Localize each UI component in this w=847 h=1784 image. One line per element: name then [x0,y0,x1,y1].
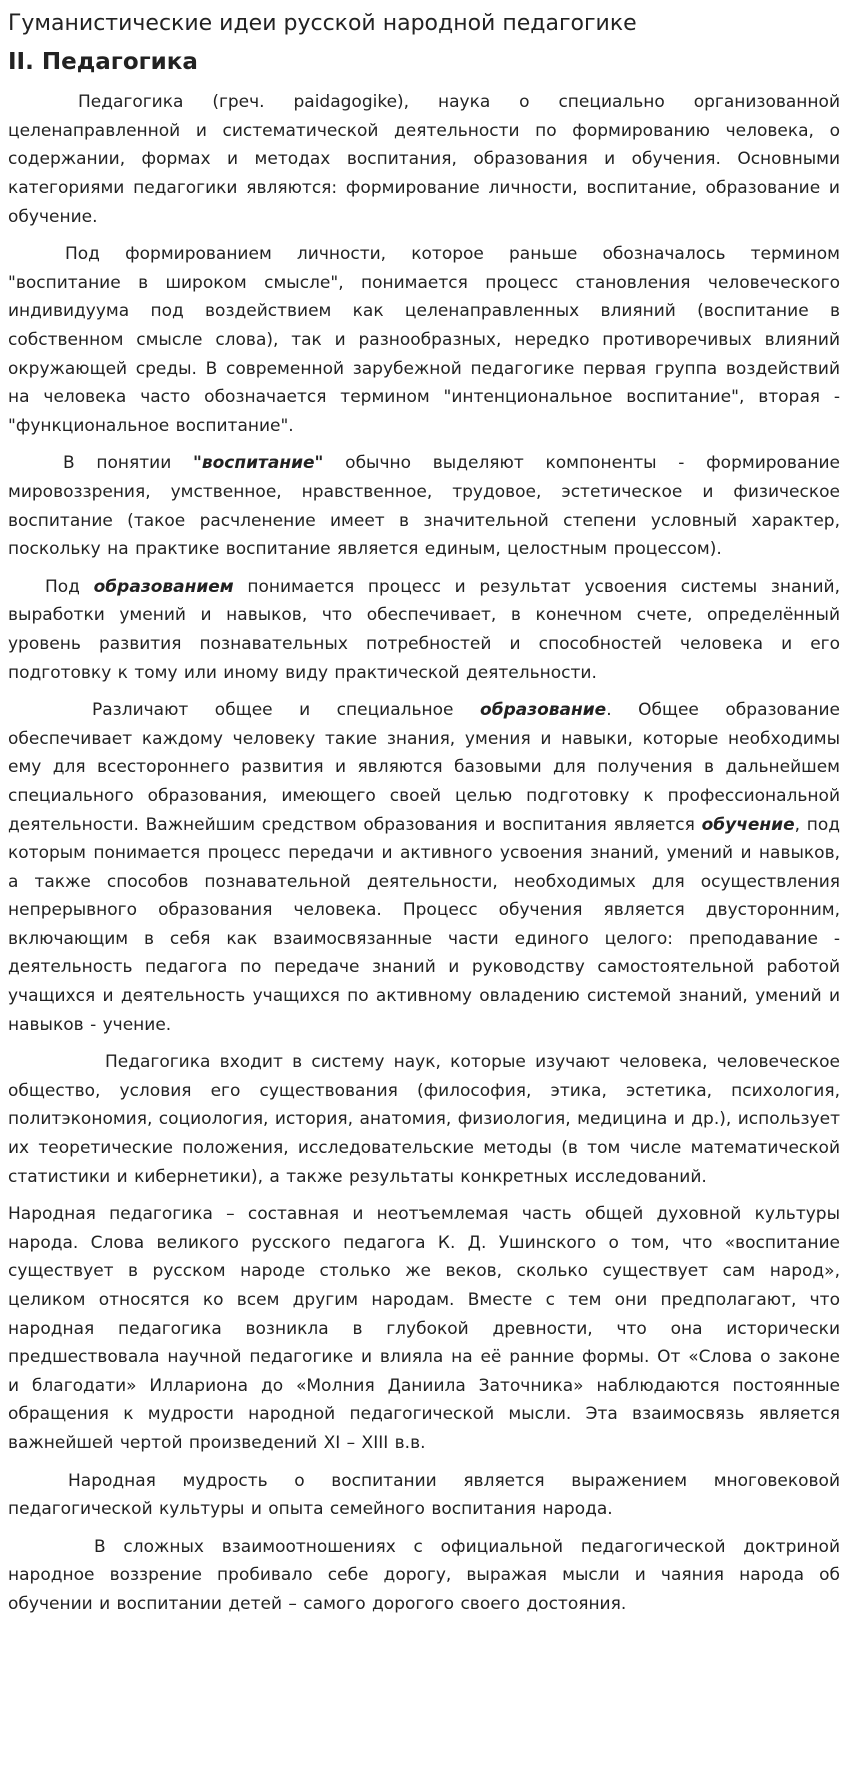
paragraph-folk-wisdom: Народная мудрость о воспитании является выражением многовековой педагогической культуры и опыта семейного воспитания народа. [8,1470,840,1520]
term-education: образованием [93,576,234,597]
term-learning: обучение [701,814,795,835]
term-upbringing: "воспитание" [193,453,324,474]
paragraph-personality-formation: Под формированием личности, которое раньше обозначалось термином "воспитание в широком смысле", понимается процесс становления человеческого индивидуума под воздействием как целенаправленных влияний (воспитание в собственном смысле слова), так и разнообразных, нередко противоречивых влияний окружающей среды. В современной зарубежной педагогике первая группа воздействий на человека часто обозначается термином "интенциональное воспитание", вторая - "функциональное воспитание". [8,244,840,436]
paragraph-text-fragment: В понятии [63,453,194,474]
paragraph-text-fragment: Под [45,576,94,597]
paragraph-doctrine: В сложных взаимоотношениях с официальной педагогической доктриной народное воззрение пробивало себе дорогу, выражая мысли и чаяния народа об обучении и воспитании детей – самого дорогого своего достояния. [8,1536,840,1614]
paragraph-text-fragment: , под которым понимается процесс передачи и активного усвоения знаний, умений и навыков, а также способов познавательной деятельности, необходимых для осуществления непрерывного образования человека. Процесс обучения является двусторонним, включающим в себя как взаимосвязанные части единого целого: преподавание - деятельность педагога по передаче знаний и руководству самостоятельной работой учащихся и деятельность учащихся по активному овладению системой знаний, умений и навыков - учение. [8,814,841,1035]
paragraph-text-fragment: Различают общее и специальное [92,700,481,721]
paragraph-general-special-education [8,696,840,1039]
section-heading: II. Педагогика [8,48,198,75]
document-title: Гуманистические идеи русской народной педагогике [8,11,637,36]
paragraph-text-fragment: . Общее образование обеспечивает каждому человеку такие знания, умения и навыки, которые необходимы ему для всестороннего развития и являются базовыми для получения в дальнейшем специального образования, имеющего своей целью подготовку к профессиональной деятельности. Важнейшим средством образования и воспитания является [8,700,840,835]
term-education: образование [480,700,607,721]
paragraph-text-fragment: обычно выделяют компоненты - формирование мировоззрения, умственное, нравственное, трудовое, эстетическое и физическое воспитание (такое расчленение имеет в значительной степени условный характер, поскольку на практике воспитание является единым, целостным процессом). [8,453,840,560]
paragraph-upbringing [8,449,840,563]
paragraph-sciences: Педагогика входит в систему наук, которые изучают человека, человеческое общество, условия его существования (философия, этика, эстетика, психология, политэкономия, социология, история, анатомия, физиология, медицина и др.), использует их теоретические положения, исследовательские методы (в том числе математической статистики и кибернетики), а также результаты конкретных исследований. [8,1052,840,1187]
paragraph-education [8,573,840,687]
paragraph-folk-pedagogy: Народная педагогика – составная и неотъемлемая часть общей духовной культуры народа. Слова великого русского педагога К. Д. Ушинского о том, что «воспитание существует в русском народе столько же веков, сколько существует сам народ», целиком относятся ко всем другим народам. Вместе с тем они предполагают, что народная педагогика возникла в глубокой древности, что она исторически предшествовала научной педагогике и влияла на её ранние формы. От «Слова о законе и благодати» Иллариона до «Молния Даниила Заточника» наблюдаются постоянные обращения к мудрости народной педагогической мысли. Эта взаимосвязь является важнейшей чертой произведений XI – XIII в.в. [8,1204,840,1453]
paragraph-text-fragment: понимается процесс и результат усвоения системы знаний, выработки умений и навыков, что обеспечивает, в конечном счете, определённый уровень развития познавательных потребностей и способностей человека и его подготовку к тому или иному виду практической деятельности. [8,576,841,683]
paragraph-definition: Педагогика (греч. paidagogike), наука о специально организованной целенаправленной и систематической деятельности по формированию человека, о содержании, формах и методах воспитания, образования и обучения. Основными категориями педагогики являются: формирование личности, воспитание, образование и обучение. [8,92,840,227]
